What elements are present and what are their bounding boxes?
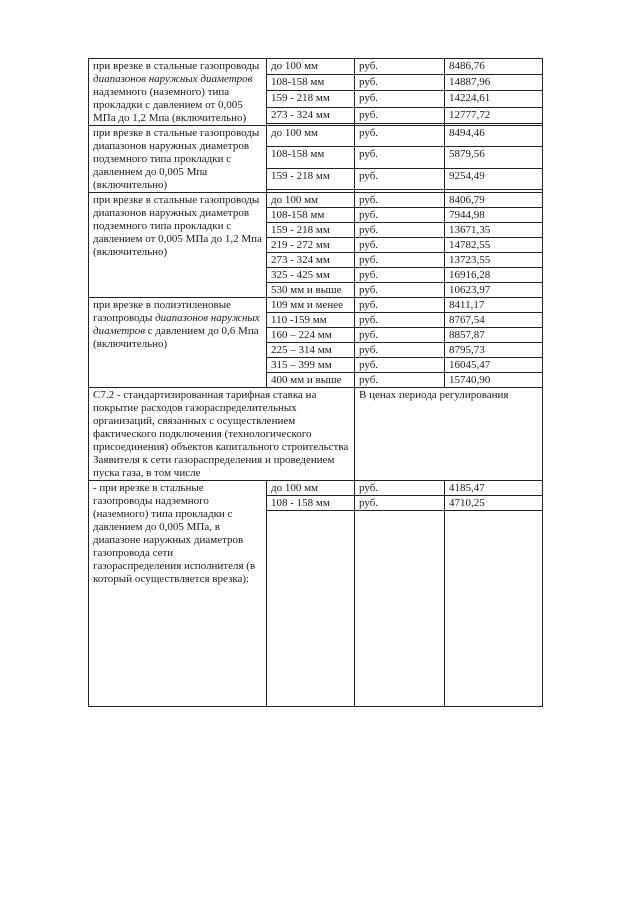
- connection-description-cell: [89, 193, 267, 298]
- diameter-range-cell: 159 - 218 мм: [267, 223, 355, 238]
- description-text: диапазонов наружных диаметров: [93, 312, 260, 337]
- unit-cell: руб.: [355, 298, 445, 313]
- price-cell: 8795,73: [445, 343, 543, 358]
- price-cell: 14887,96: [445, 75, 543, 91]
- unit-cell: руб.: [355, 91, 445, 107]
- diameter-range-cell: 108-158 мм: [267, 75, 355, 91]
- diameter-range-cell: до 100 мм: [267, 193, 355, 208]
- diameter-range-cell: 273 - 324 мм: [267, 253, 355, 268]
- unit-cell: руб.: [355, 496, 445, 511]
- unit-cell: руб.: [355, 59, 445, 75]
- table-row-c72: [89, 388, 543, 481]
- price-cell: 16916,28: [445, 268, 543, 283]
- price-cell: 12777,72: [445, 107, 543, 123]
- unit-cell: руб.: [355, 481, 445, 496]
- price-cell: 16045,47: [445, 358, 543, 373]
- diameter-range-cell: 108-158 мм: [267, 147, 355, 168]
- diameter-range-cell: 225 – 314 мм: [267, 343, 355, 358]
- description-text: при врезке в полиэтиленовые газопроводы: [93, 299, 231, 324]
- unit-cell: руб.: [355, 168, 445, 189]
- connection-description-cell: [89, 59, 267, 126]
- diameter-range-cell: 273 - 324 мм: [267, 107, 355, 123]
- unit-cell: руб.: [355, 358, 445, 373]
- diameter-range-cell: 159 - 218 мм: [267, 168, 355, 189]
- description-text: надземного (наземного) типа прокладки с давлением от 0,005 МПа до 1,2 Мпа (включительно): [93, 86, 247, 124]
- diameter-range-cell: 325 - 425 мм: [267, 268, 355, 283]
- diameter-range-cell: 110 -159 мм: [267, 313, 355, 328]
- price-cell: 8494,46: [445, 126, 543, 147]
- connection-description-cell: - при врезке в стальные газопроводы надземного (наземного) типа прокладки с давлением до 0,005 МПа, в диапазоне наружных диаметров газопровода сети газораспределения исполнителя (в который осуществляется врезка):: [89, 481, 267, 707]
- empty-cell: [445, 511, 543, 707]
- price-cell: 14782,55: [445, 238, 543, 253]
- diameter-range-cell: 159 - 218 мм: [267, 91, 355, 107]
- tariff-table: [88, 58, 543, 707]
- diameter-range-cell: 400 мм и выше: [267, 373, 355, 388]
- unit-cell: руб.: [355, 373, 445, 388]
- diameter-range-cell: до 100 мм: [267, 481, 355, 496]
- price-cell: 8857,87: [445, 328, 543, 343]
- description-text: диапазонов наружных диаметров: [93, 73, 253, 85]
- c72-description-cell: С7.2 - стандартизированная тарифная ставка на покрытие расходов газораспределительных организаций, связанных с осуществлением фактического подключения (технологического присоединения) объектов капитального строительства Заявителя к сети газораспределения и проведением пуска газа, в том числе: [89, 388, 355, 481]
- empty-cell: [267, 511, 355, 707]
- unit-cell: руб.: [355, 147, 445, 168]
- unit-cell: руб.: [355, 283, 445, 298]
- connection-description-cell: [89, 298, 267, 388]
- unit-cell: руб.: [355, 126, 445, 147]
- price-cell: 8411,17: [445, 298, 543, 313]
- diameter-range-cell: 160 – 224 мм: [267, 328, 355, 343]
- tariff-table-body: [89, 59, 543, 707]
- unit-cell: руб.: [355, 343, 445, 358]
- unit-cell: руб.: [355, 193, 445, 208]
- diameter-range-cell: 108 - 158 мм: [267, 496, 355, 511]
- price-cell: 7944,98: [445, 208, 543, 223]
- price-cell: 4710,25: [445, 496, 543, 511]
- table-row: [89, 298, 543, 313]
- price-cell: 13671,35: [445, 223, 543, 238]
- diameter-range-cell: 108-158 мм: [267, 208, 355, 223]
- price-cell: 15740,90: [445, 373, 543, 388]
- c72-note-cell: В ценах периода регулирования: [355, 388, 543, 481]
- description-text: с давлением до 0,6 Мпа (включительно): [93, 325, 259, 350]
- unit-cell: руб.: [355, 253, 445, 268]
- description-text: при врезке в стальные газопроводы диапазонов наружных диаметров подземного типа прокладки с давленнем до 0,005 Мпа (включительно): [93, 127, 260, 191]
- price-cell: 14224,61: [445, 91, 543, 107]
- unit-cell: руб.: [355, 107, 445, 123]
- price-cell: 10623,97: [445, 283, 543, 298]
- price-cell: 13723,55: [445, 253, 543, 268]
- table-row: [89, 59, 543, 75]
- diameter-range-cell: 315 – 399 мм: [267, 358, 355, 373]
- diameter-range-cell: 219 - 272 мм: [267, 238, 355, 253]
- table-row: [89, 193, 543, 208]
- price-cell: 8406,79: [445, 193, 543, 208]
- price-cell: 8767,54: [445, 313, 543, 328]
- unit-cell: руб.: [355, 208, 445, 223]
- connection-description-cell: [89, 126, 267, 193]
- diameter-range-cell: до 100 мм: [267, 126, 355, 147]
- unit-cell: руб.: [355, 75, 445, 91]
- description-text: при врезке в стальные газопроводы диапазонов наружных диаметров подземного типа прокладки с давлением от 0,005 МПа до 1,2 Мпа (включительно): [93, 194, 262, 258]
- empty-cell: [355, 511, 445, 707]
- price-cell: 8486,76: [445, 59, 543, 75]
- price-cell: 5879,56: [445, 147, 543, 168]
- diameter-range-cell: 109 мм и менее: [267, 298, 355, 313]
- unit-cell: руб.: [355, 328, 445, 343]
- price-cell: 9254,49: [445, 168, 543, 189]
- unit-cell: руб.: [355, 268, 445, 283]
- diameter-range-cell: до 100 мм: [267, 59, 355, 75]
- diameter-range-cell: 530 мм и выше: [267, 283, 355, 298]
- table-row: [89, 126, 543, 147]
- unit-cell: руб.: [355, 313, 445, 328]
- description-text: при врезке в стальные газопроводы: [93, 60, 260, 72]
- price-cell: 4185,47: [445, 481, 543, 496]
- unit-cell: руб.: [355, 238, 445, 253]
- table-row: [89, 481, 543, 496]
- unit-cell: руб.: [355, 223, 445, 238]
